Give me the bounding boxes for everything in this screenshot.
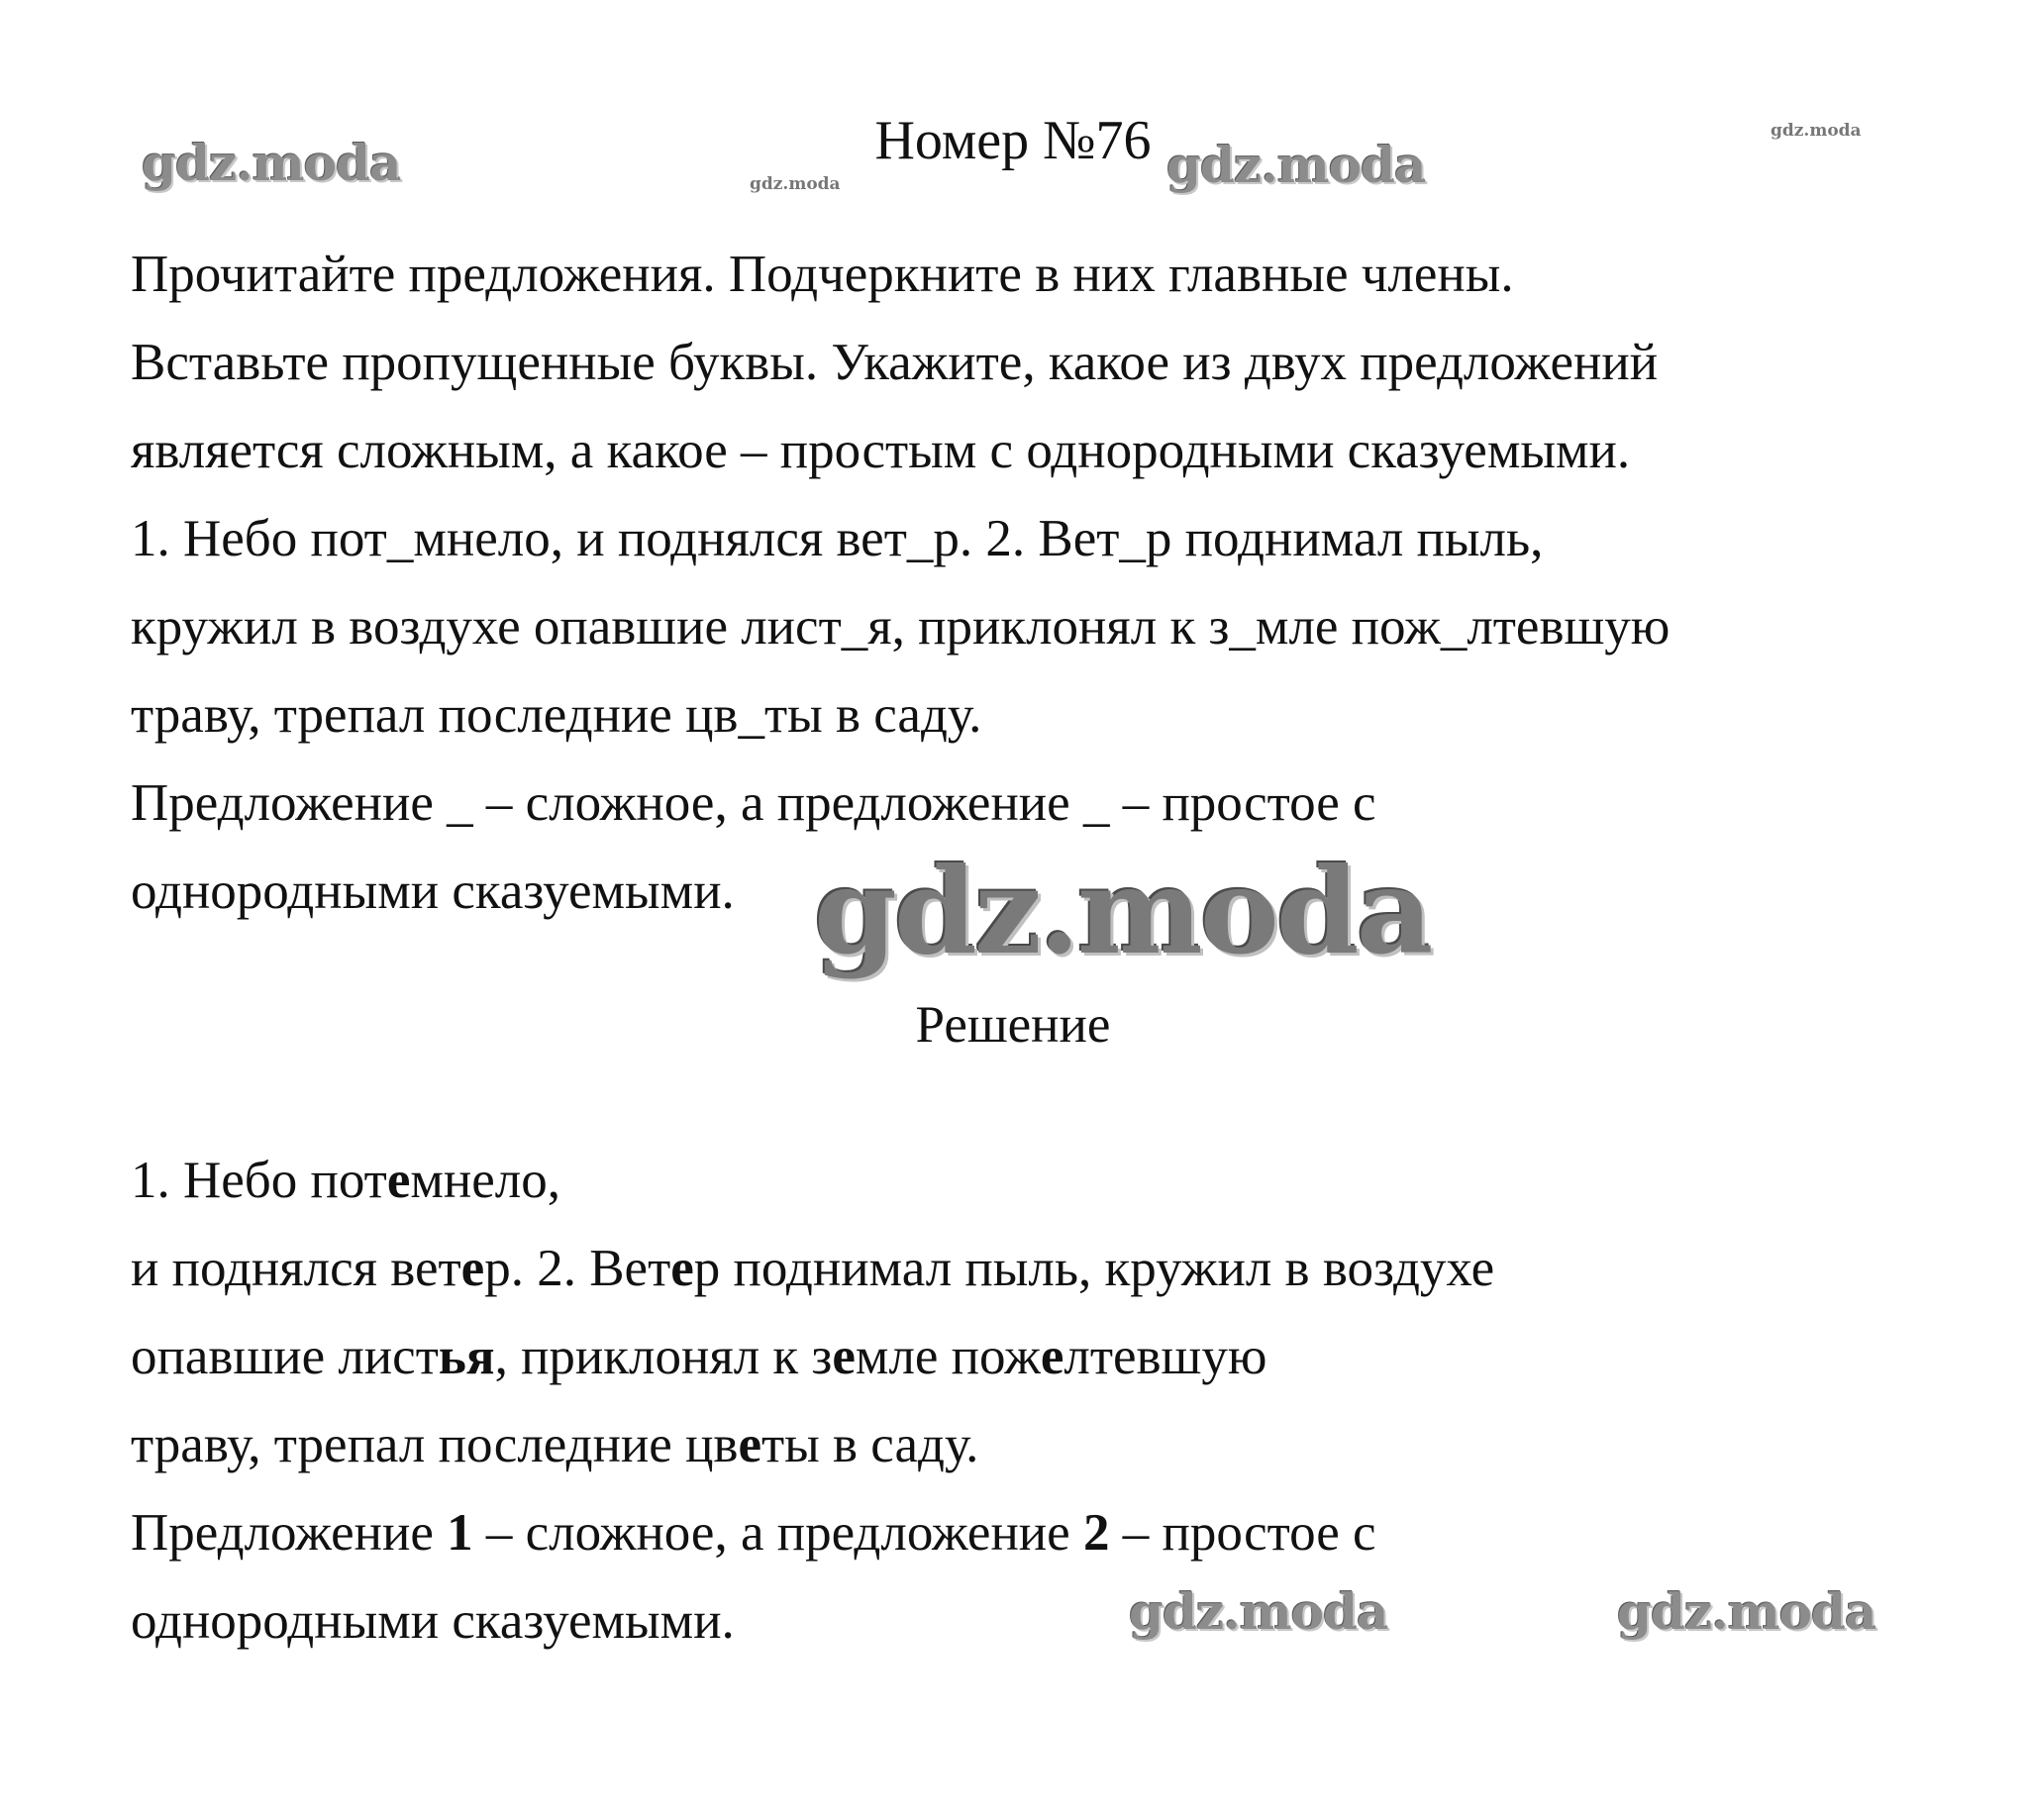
inserted-letter: 2 [1082,1504,1110,1562]
solution-text-run: опавшие лист [131,1328,439,1385]
solution-line [131,1401,1933,1489]
inserted-letter: е [1040,1328,1064,1385]
solution-text-run: однородными сказуемыми. [131,1592,735,1650]
solution-text-run: – сложное, а предложение [472,1504,1083,1562]
solution-text-run: , приклонял к з [494,1328,833,1385]
watermark-logo: gdz.moda [142,134,401,192]
watermark-logo: gdz.moda [1617,1582,1876,1641]
watermark-logo: gdz.moda [814,842,1431,981]
task-line: Предложение _ – сложное, а предложение _ – простое с [131,774,1376,832]
solution-text-run: Предложение [131,1504,448,1562]
task-line: кружил в воздухе опавшие лист_я, приклонял к з_мле пож_лтевшую [131,598,1671,656]
inserted-letter: ья [438,1328,495,1385]
inserted-letter: е [460,1240,485,1297]
task-line: является сложным, а какое – простым с однородными сказуемыми. [131,422,1631,479]
solution-text-run: ты в саду. [761,1416,979,1473]
page-title: Номер №76 [874,110,1152,171]
solution-heading: Решение [915,996,1111,1054]
watermark-logo: gdz.moda [750,174,841,194]
inserted-letter: 1 [447,1504,473,1562]
task-line: траву, трепал последние цв_ты в саду. [131,686,982,744]
solution-text-run: 1. Небо пот [131,1152,387,1209]
task-line: Прочитайте предложения. Подчеркните в них главные члены. [131,246,1514,303]
inserted-letter: е [386,1152,411,1209]
task-line: однородными сказуемыми. [131,862,735,920]
inserted-letter: е [832,1328,856,1385]
solution-text-run: и поднялся вет [131,1240,461,1297]
solution-line [131,1225,1933,1313]
task-line: 1. Небо пот_мнело, и поднялся вет_р. 2. Вет_р поднимал пыль, [131,510,1544,567]
inserted-letter: е [738,1416,761,1473]
watermark-logo: gdz.moda [1129,1582,1388,1641]
solution-text-run: – простое с [1109,1504,1376,1562]
solution-text-run: траву, трепал последние цв [131,1416,739,1473]
inserted-letter: е [670,1240,694,1297]
watermark-logo: gdz.moda [1166,136,1426,194]
solution-text-run: р. 2. Вет [484,1240,671,1297]
solution-line [131,1137,1933,1225]
solution-line [131,1489,1933,1577]
solution-text-run: р поднимал пыль, кружил в воздухе [693,1240,1495,1297]
task-line: Вставьте пропущенные буквы. Укажите, какое из двух предложений [131,334,1659,391]
watermark-logo: gdz.moda [1771,121,1862,141]
solution-text-run: лтевшую [1064,1328,1267,1385]
solution-line [131,1313,1933,1401]
solution-text-run: мнело, [410,1152,560,1209]
task-text [131,231,1933,936]
solution-text-run: мле пож [855,1328,1041,1385]
